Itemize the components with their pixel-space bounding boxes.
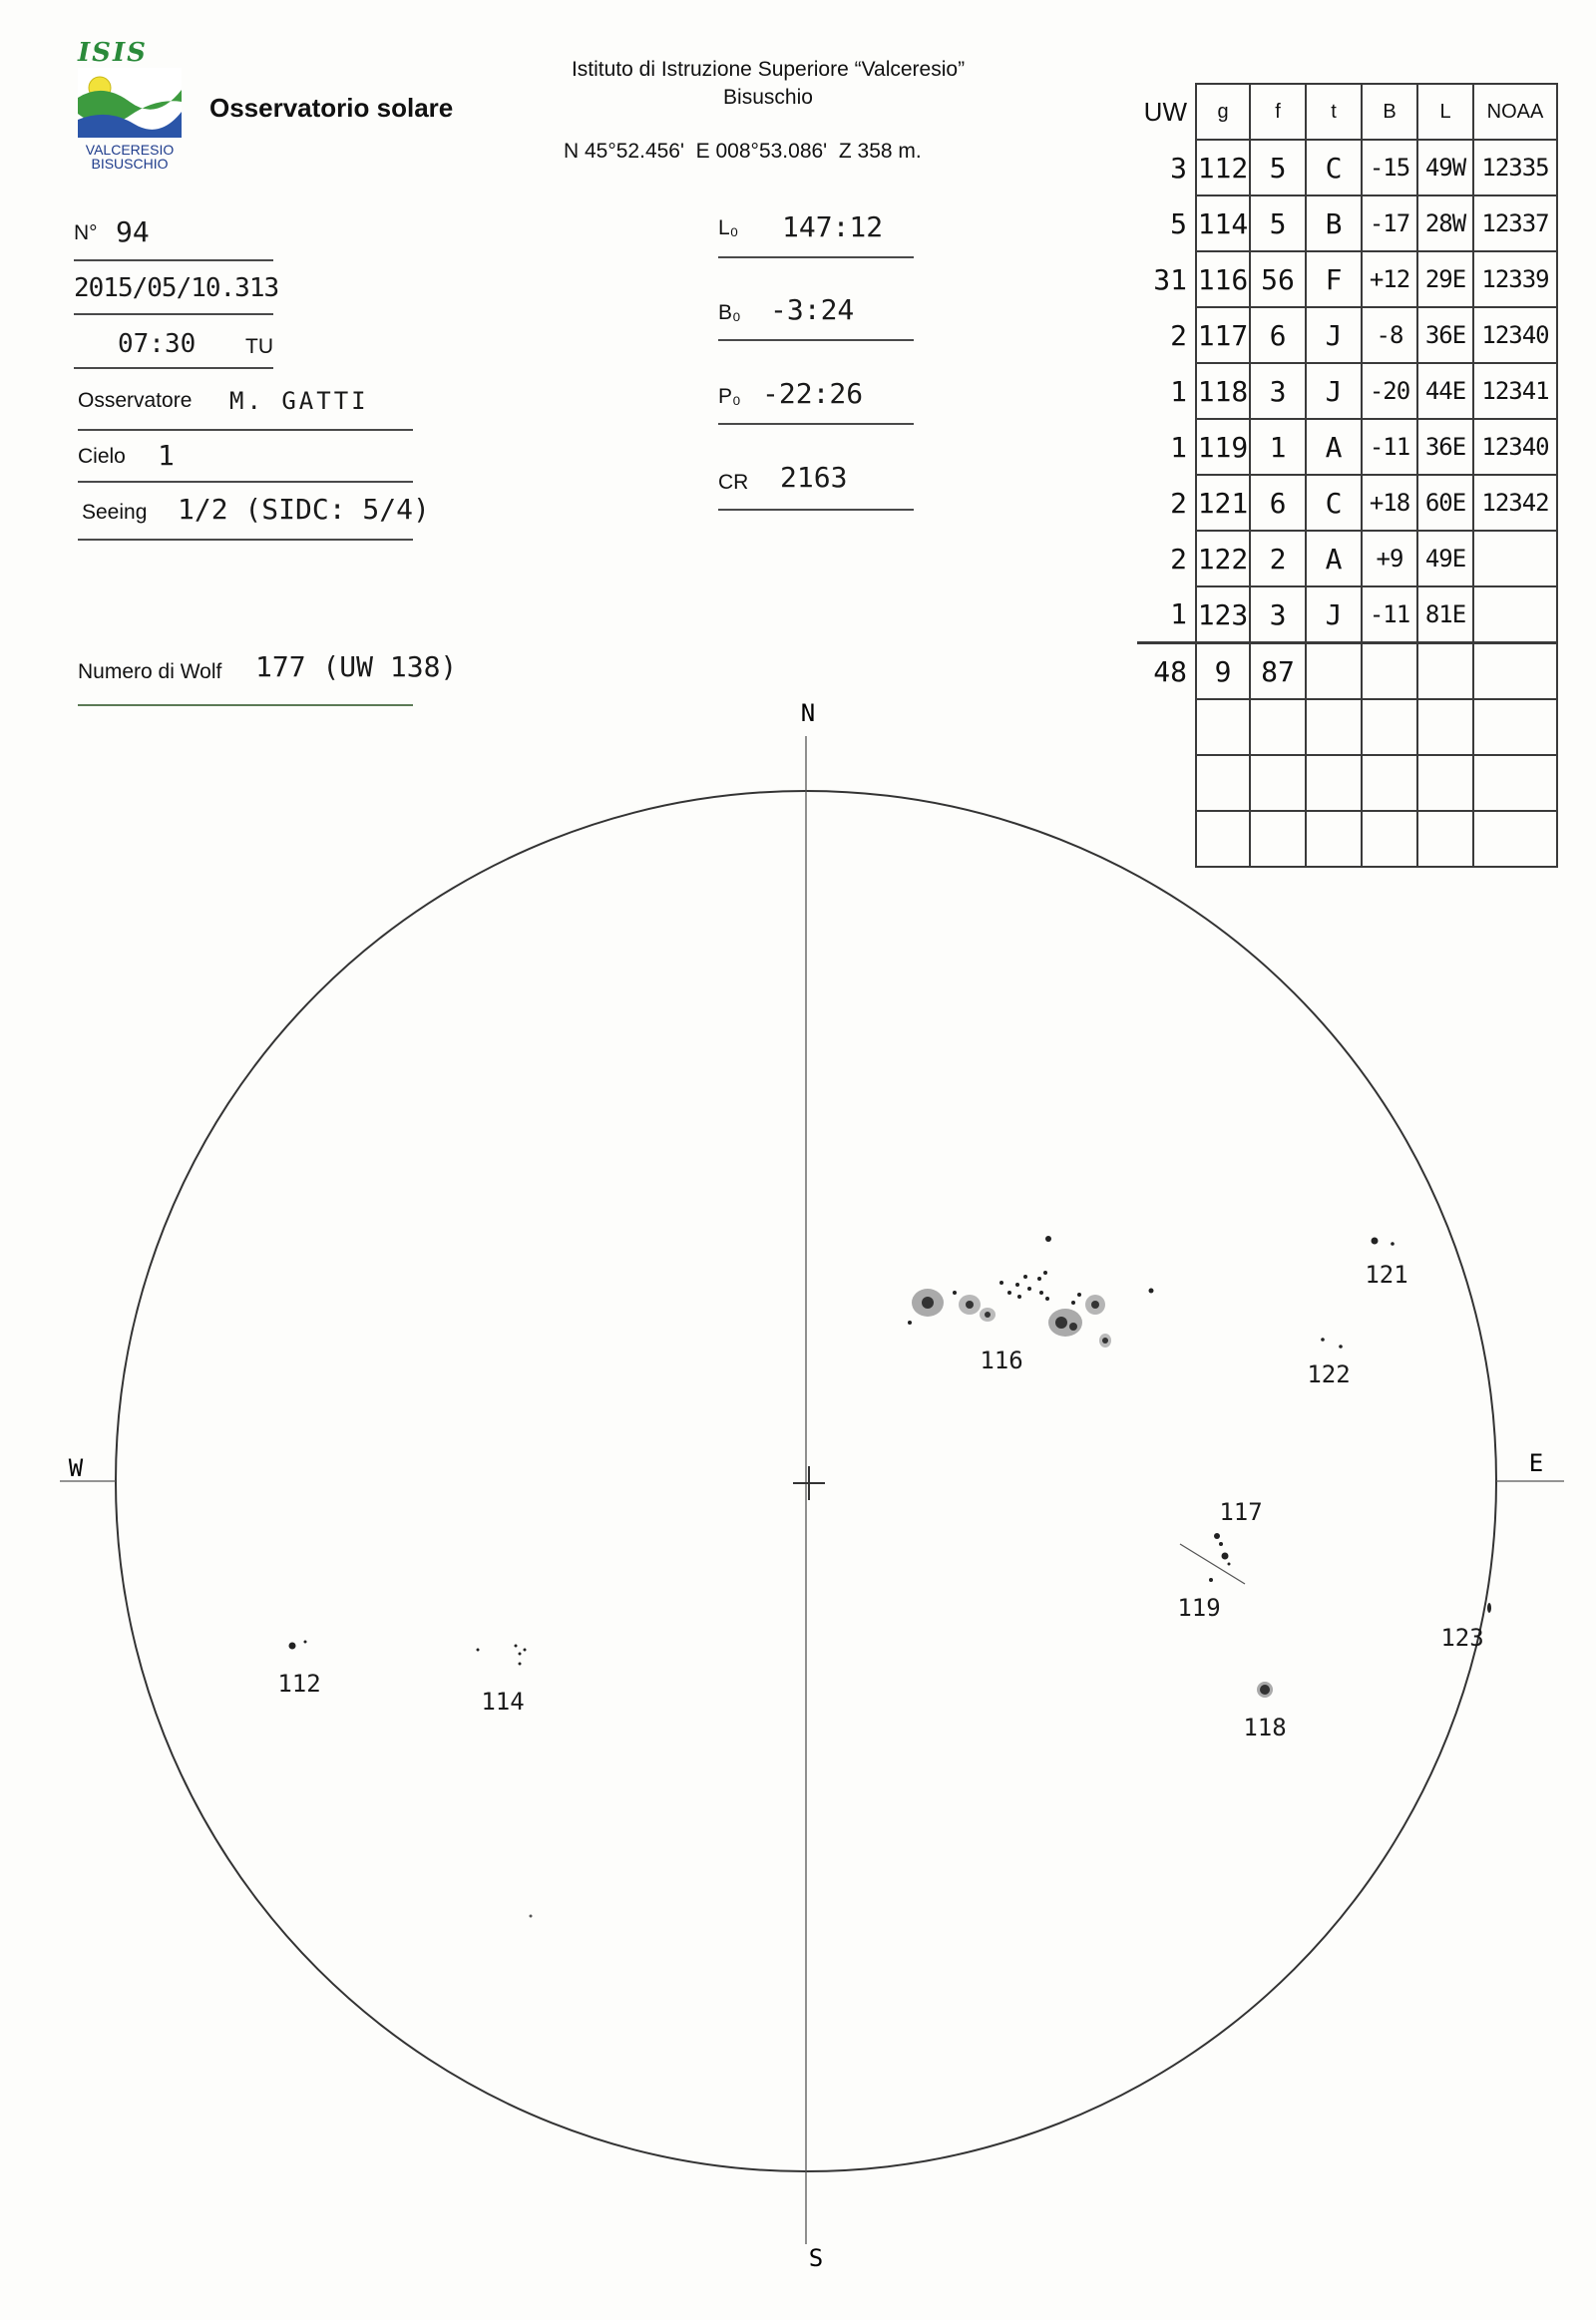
cell-b: +9 (1362, 531, 1417, 586)
observatory-coordinates: N 45°52.456' E 008°53.086' Z 358 m. (564, 140, 922, 163)
sunspot-group-118 (1257, 1682, 1273, 1698)
stray-dot (530, 1915, 533, 1918)
logo-valceresio: VALCERESIO (85, 142, 175, 158)
north-label: N (800, 699, 816, 727)
sunspot-group-116 (908, 1236, 1154, 1348)
col-header-l: L (1417, 84, 1473, 140)
col-header-noaa: NOAA (1473, 84, 1557, 140)
cell-f: 56 (1250, 251, 1306, 307)
col-header-t: t (1306, 84, 1362, 140)
b0-value: -3:24 (770, 293, 855, 326)
cell-f: 3 (1250, 586, 1306, 643)
cell-f: 3 (1250, 363, 1306, 419)
cell-f: 5 (1250, 140, 1306, 195)
time-value: 07:30 (118, 329, 197, 359)
cell-l: 36E (1417, 307, 1473, 363)
cell-noaa: 12335 (1473, 140, 1557, 195)
cell-t: B (1306, 195, 1362, 251)
group-label-112: 112 (277, 1670, 321, 1698)
sunspot-group-122 (1321, 1338, 1343, 1349)
institute-town: Bisuschio (723, 86, 813, 109)
col-header-uw: UW (1143, 96, 1187, 127)
total-f: 87 (1250, 643, 1306, 700)
number-value: 94 (116, 215, 150, 248)
cell-l: 49E (1417, 531, 1473, 586)
cell-t: A (1306, 419, 1362, 475)
group-label-116: 116 (980, 1347, 1023, 1374)
cell-uw: 5 (1170, 206, 1187, 240)
cell-t: J (1306, 307, 1362, 363)
cr-label: CR (718, 471, 749, 494)
sunspot-group-121 (1372, 1238, 1395, 1246)
seeing-label: Seeing (82, 501, 148, 524)
cell-g: 121 (1196, 475, 1250, 531)
sunspot-group-117 (1214, 1533, 1231, 1566)
group-119-axis-mark (1180, 1544, 1245, 1584)
group-label-117: 117 (1219, 1498, 1263, 1526)
cell-f: 6 (1250, 475, 1306, 531)
cell-g: 117 (1196, 307, 1250, 363)
cell-l: 49W (1417, 140, 1473, 195)
cell-l: 28W (1417, 195, 1473, 251)
cell-b: -17 (1362, 195, 1417, 251)
cell-noaa: 12339 (1473, 251, 1557, 307)
cell-t: C (1306, 140, 1362, 195)
cell-g: 123 (1196, 586, 1250, 643)
p0-label: P₀ (718, 385, 741, 408)
col-header-b: B (1362, 84, 1417, 140)
cell-t: J (1306, 586, 1362, 643)
sunspot-group-114 (477, 1645, 527, 1666)
cell-l: 81E (1417, 586, 1473, 643)
institute-name: Istituto di Istruzione Superiore “Valceresio” (571, 58, 966, 81)
cell-g: 114 (1196, 195, 1250, 251)
cell-l: 60E (1417, 475, 1473, 531)
west-label: W (68, 1454, 84, 1482)
cell-uw: 1 (1170, 374, 1187, 408)
cell-b: -8 (1362, 307, 1417, 363)
cell-noaa: 12340 (1473, 307, 1557, 363)
cell-noaa: 12341 (1473, 363, 1557, 419)
cell-f: 5 (1250, 195, 1306, 251)
group-label-118: 118 (1243, 1714, 1287, 1741)
cell-noaa: 12340 (1473, 419, 1557, 475)
cell-b: +12 (1362, 251, 1417, 307)
time-unit: TU (245, 335, 273, 358)
cell-noaa: 12337 (1473, 195, 1557, 251)
cell-b: -11 (1362, 586, 1417, 643)
cell-l: 44E (1417, 363, 1473, 419)
cell-l: 36E (1417, 419, 1473, 475)
cell-uw: 2 (1170, 542, 1187, 576)
logo-bisuschio: BISUSCHIO (91, 156, 169, 172)
group-label-123: 123 (1440, 1624, 1484, 1652)
cell-t: C (1306, 475, 1362, 531)
cell-g: 119 (1196, 419, 1250, 475)
wolf-label: Numero di Wolf (78, 660, 222, 683)
p0-value: -22:26 (762, 377, 864, 410)
cell-g: 116 (1196, 251, 1250, 307)
l0-label: L₀ (718, 216, 739, 239)
cell-noaa: 12342 (1473, 475, 1557, 531)
group-label-119: 119 (1177, 1594, 1221, 1622)
sky-value: 1 (158, 439, 175, 472)
cell-b: -20 (1362, 363, 1417, 419)
cell-uw: 3 (1170, 151, 1187, 185)
cell-g: 112 (1196, 140, 1250, 195)
observer-value: M. GATTI (229, 387, 369, 415)
page-title: Osservatorio solare (209, 93, 454, 123)
sunspot-group-119 (1209, 1578, 1213, 1582)
cell-t: A (1306, 531, 1362, 586)
total-g: 9 (1196, 643, 1250, 700)
cell-uw: 1 (1170, 597, 1187, 630)
cell-t: J (1306, 363, 1362, 419)
date-value: 2015/05/10.313 (74, 273, 279, 303)
sunspot-group-112 (289, 1641, 307, 1650)
group-label-122: 122 (1307, 1360, 1351, 1388)
wolf-value: 177 (UW 138) (255, 650, 458, 683)
cr-value: 2163 (780, 461, 848, 494)
cell-g: 122 (1196, 531, 1250, 586)
col-header-g: g (1196, 84, 1250, 140)
cell-b: -11 (1362, 419, 1417, 475)
cell-b: -15 (1362, 140, 1417, 195)
south-label: S (808, 2244, 824, 2272)
b0-label: B₀ (718, 301, 741, 324)
total-uw: 48 (1137, 643, 1196, 700)
number-label: N° (74, 221, 98, 244)
cell-f: 1 (1250, 419, 1306, 475)
cell-uw: 2 (1170, 486, 1187, 520)
cell-uw: 1 (1170, 430, 1187, 464)
cell-t: F (1306, 251, 1362, 307)
observer-label: Osservatore (78, 389, 193, 412)
cell-l: 29E (1417, 251, 1473, 307)
logo-isis-text: ISIS (78, 38, 148, 68)
cell-uw: 2 (1170, 318, 1187, 352)
seeing-value: 1/2 (SIDC: 5/4) (178, 493, 430, 526)
col-header-f: f (1250, 84, 1306, 140)
group-label-114: 114 (481, 1688, 525, 1716)
cell-b: +18 (1362, 475, 1417, 531)
cell-g: 118 (1196, 363, 1250, 419)
l0-value: 147:12 (782, 210, 884, 243)
sky-label: Cielo (78, 445, 126, 468)
cell-f: 6 (1250, 307, 1306, 363)
sunspot-group-123 (1487, 1603, 1491, 1613)
group-label-121: 121 (1365, 1261, 1408, 1289)
east-label: E (1528, 1449, 1544, 1477)
cell-uw: 31 (1153, 262, 1187, 296)
cell-f: 2 (1250, 531, 1306, 586)
